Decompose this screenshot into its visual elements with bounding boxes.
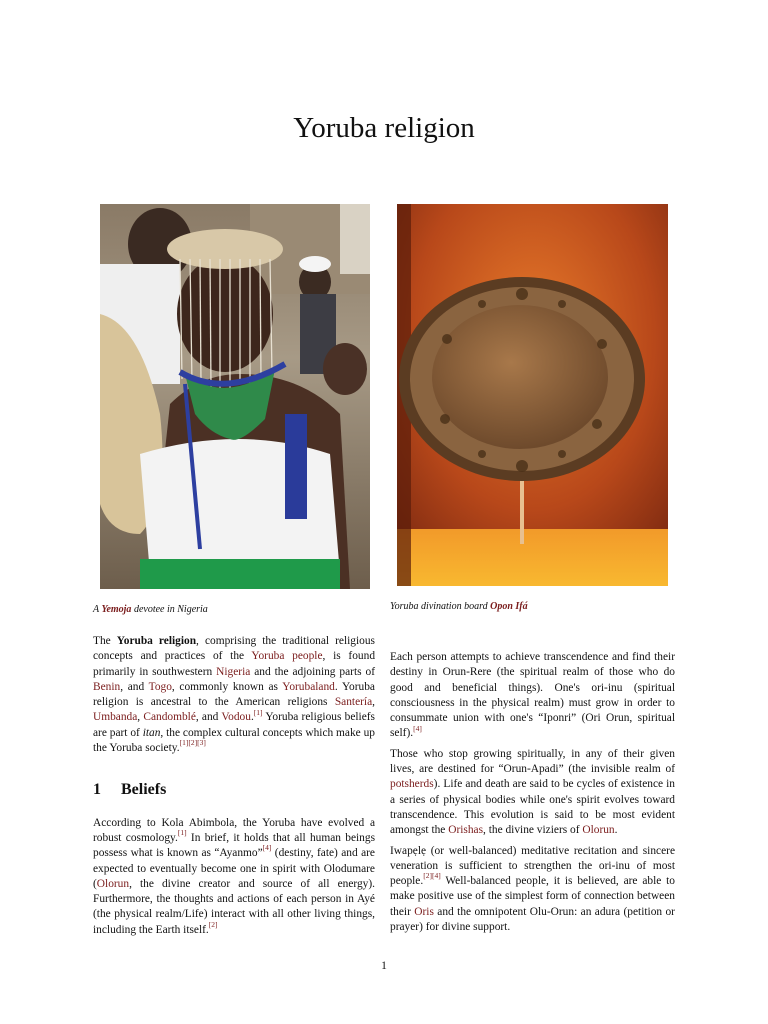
citation-link[interactable]: [2] [208, 919, 218, 929]
umbanda-link[interactable]: Umbanda [93, 711, 138, 724]
yemoja-link[interactable]: Yemoja [101, 604, 132, 615]
section-title: Beliefs [121, 781, 167, 799]
orun-apadi-paragraph [390, 747, 675, 839]
potsherds-link[interactable]: potsherds [390, 778, 434, 791]
figure-caption-opon-ifa [390, 601, 528, 612]
text: Each person attempts to achieve transcendence and find their destiny in Orun-Rere (the spiritual realm of those who do good and beneficial things). One's ori-inu (spiritual consciousness in the physical realm) must grow in order to consummate union with one's “Iponri” (Ori Orun, spiritual self). [390, 651, 675, 740]
yoruba-people-link[interactable]: Yoruba people [251, 650, 323, 663]
yemoja-devotee-photo[interactable] [100, 204, 370, 589]
section-heading-beliefs [93, 782, 375, 797]
bold-term: Yoruba religion [116, 635, 197, 647]
text: and the adjoining parts of [250, 665, 375, 678]
caption-text: devotee in Nigeria [131, 604, 208, 615]
text: , [372, 696, 375, 709]
citation-link[interactable]: [1] [253, 707, 263, 717]
oris-link[interactable]: Oris [414, 905, 434, 918]
caption-text: A [93, 604, 102, 615]
intro-paragraph [93, 634, 375, 756]
text: Yoruba religious beliefs are part of [93, 711, 375, 739]
text: In brief, it holds that all human beings possess what is known as “Ayanmo” [93, 831, 376, 860]
text: . [614, 824, 618, 837]
figure-caption-yemoja [93, 604, 208, 615]
text: ). Life and death are said to be cycles of existence in a series of physical bodies while one's spirit evolves toward transcendence. This evolution is said to be most evident amongst the [390, 778, 675, 837]
text: , the divine viziers of [483, 824, 583, 837]
text: (destiny, fate) and are expected to eventually become one in spirit with Olodumare ( [93, 847, 375, 890]
text: According to Kola Abimbola, the Yoruba have evolved a robust cosmology. [93, 816, 375, 844]
right-column [390, 650, 675, 940]
text: , [137, 711, 144, 724]
section-number: 1 [93, 781, 101, 799]
vodou-link[interactable]: Vodou [221, 711, 251, 724]
left-column [93, 634, 375, 943]
opon-ifa-board-photo[interactable] [397, 204, 668, 586]
citation-link[interactable]: [1][2][3] [179, 738, 206, 748]
text: Iwapẹlẹ (or well-balanced) meditative recitation and sincere veneration is sufficient to strengthen the ori-inu of most people. [390, 844, 675, 888]
text: . [250, 711, 254, 724]
text: . Yoruba religion is ancestral to the American religions [93, 680, 375, 709]
text: Those who stop growing spiritually, in any of their given lives, are destined for “Orun-Apadi” (the invisible realm of [390, 747, 675, 776]
iwapele-paragraph [390, 844, 675, 936]
citation-link[interactable]: [2][4] [423, 871, 441, 881]
italic-term: itan [142, 726, 161, 739]
candomble-link[interactable]: Candomblé [143, 711, 196, 724]
benin-link[interactable]: Benin [93, 680, 121, 693]
transcendence-paragraph [390, 650, 675, 742]
caption-text: Yoruba divination board [390, 601, 491, 612]
olorun-link[interactable]: Olorun [96, 877, 130, 890]
olorun-link[interactable]: Olorun [582, 824, 615, 837]
citation-link[interactable]: [1] [177, 828, 187, 838]
text: , comprising the traditional religious concepts and practices of the [93, 635, 375, 663]
citation-link[interactable]: [4] [262, 843, 272, 853]
page-number: 1 [381, 960, 387, 972]
text: , the complex cultural concepts which make up the Yoruba society. [93, 726, 375, 755]
text: , commonly known as [171, 680, 283, 693]
text: , is found primarily in southwestern [93, 650, 376, 678]
citation-link[interactable]: [4] [413, 723, 422, 733]
text: and the omnipotent Olu-Orun: an adura (petition or prayer) for divine support. [390, 905, 675, 934]
beliefs-paragraph [93, 816, 375, 938]
text: Well-balanced people, it is believed, are able to make positive use of the simplest form of connection between their [390, 875, 675, 918]
text: , and [120, 680, 149, 693]
yorubaland-link[interactable]: Yorubaland [282, 680, 335, 693]
page-title: Yoruba religion [293, 112, 475, 144]
santeria-link[interactable]: Santería [334, 696, 373, 709]
text: The [93, 635, 117, 647]
text: , the divine creator and source of all energy). Furthermore, the thoughts and actions of each person in Ayé (the physical realm/Life) interact with all other living things, including the Earth itself. [93, 877, 375, 936]
orishas-link[interactable]: Orishas [448, 824, 484, 837]
togo-link[interactable]: Togo [148, 680, 172, 693]
nigeria-link[interactable]: Nigeria [216, 665, 251, 678]
opon-ifa-link[interactable]: Opon Ifá [490, 601, 528, 612]
text: , and [195, 711, 222, 724]
